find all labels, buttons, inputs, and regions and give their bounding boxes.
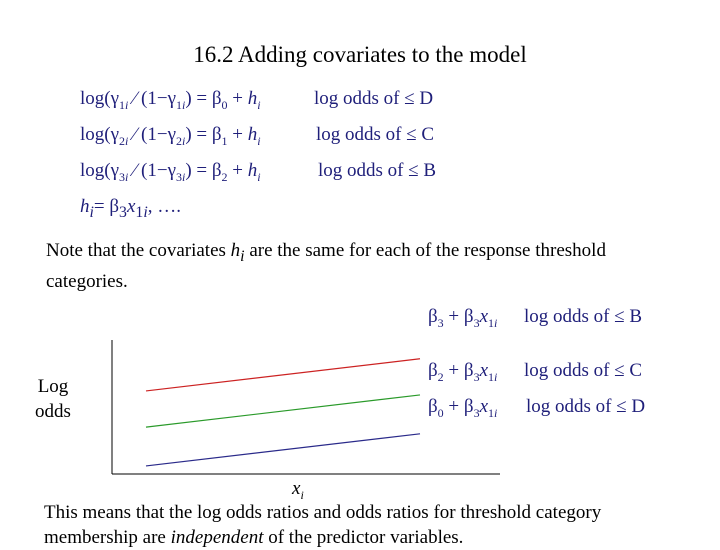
equation-2: $\log(\gamma_{2i}$ ⁄ $(1-\gamma_{2i}) = \beta_1 + h_i$	[80, 124, 261, 148]
y-axis-label: Log odds	[35, 376, 71, 422]
conclusion-pre: This means that the log odds ratios and odds ratios for threshold category membership are	[44, 502, 602, 548]
series-line-d	[146, 434, 420, 466]
slide-title: 16.2 Adding covariates to the model	[193, 42, 527, 67]
note-text: Note that the covariates $h_i$ are the same for each of the response threshold categories.	[46, 240, 606, 292]
conclusion-post: of the predictor variables.	[263, 527, 464, 548]
series-d-label: log odds of ≤ D	[526, 396, 646, 417]
series-d-expression: $\beta_0 + \beta_3x_{1i}$	[428, 396, 498, 420]
h-definition: $h_i= \beta_3x_{1i}$, ….	[80, 196, 181, 221]
conclusion-text	[44, 500, 694, 550]
equation-3: $\log(\gamma_{3i}$ ⁄ $(1-\gamma_{3i}) = \beta_2 + h_i$	[80, 160, 261, 184]
series-b-expression: $\beta_3 + \beta_3x_{1i}$	[428, 306, 498, 330]
equation-3-label: log odds of ≤ B	[318, 160, 437, 181]
series-c-label: log odds of ≤ C	[524, 360, 643, 381]
conclusion-emphasis: independent	[170, 527, 264, 548]
x-axis-label: $x_i$	[292, 478, 304, 502]
equation-1-label: log odds of ≤ D	[314, 88, 434, 109]
series-line-c	[146, 395, 420, 427]
equation-1: $\log(\gamma_{1i}$ ⁄ $(1-\gamma_{1i}) = \beta_0 + h_i$	[80, 88, 261, 112]
series-b-label: log odds of ≤ B	[524, 306, 643, 327]
series-line-b	[146, 359, 420, 391]
equation-2-label: log odds of ≤ C	[316, 124, 435, 145]
series-c-expression: $\beta_2 + \beta_3x_{1i}$	[428, 360, 498, 384]
